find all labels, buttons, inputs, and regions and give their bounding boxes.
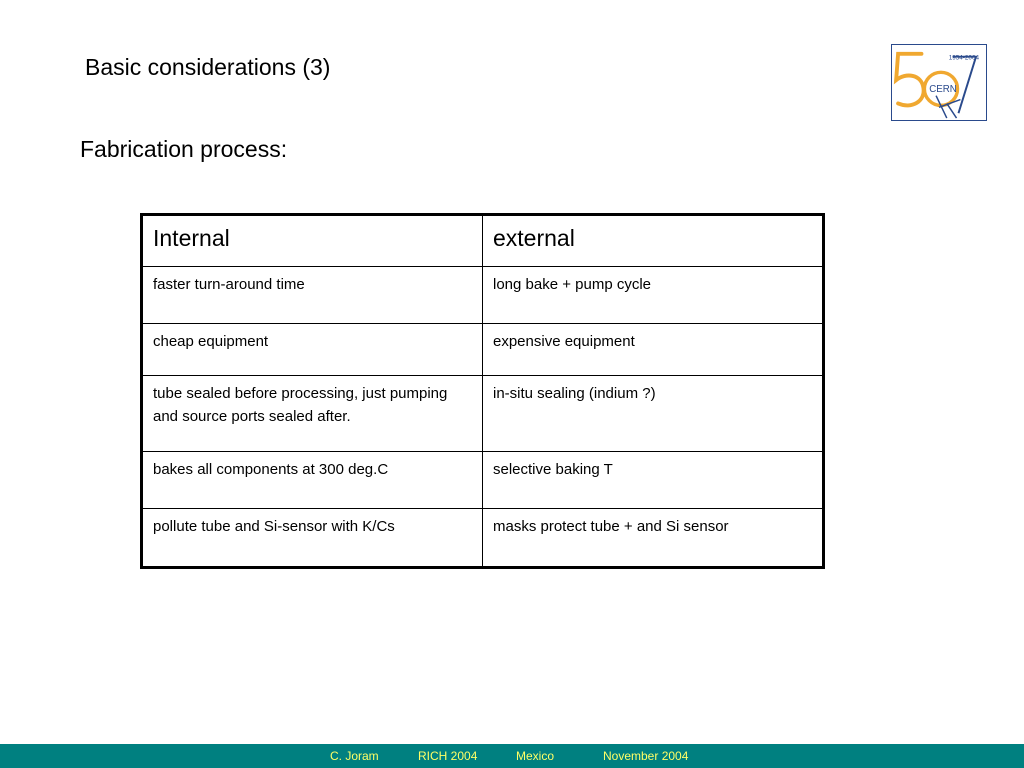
table-row [142,509,824,568]
table-cell-internal: pollute tube and Si-sensor with K/Cs [142,509,483,568]
table-cell-external: expensive equipment [483,324,824,376]
logo-text: CERN [929,83,957,95]
table-cell-external: in-situ sealing (indium ?) [483,376,824,452]
table-row [142,324,824,376]
table-cell-internal: bakes all components at 300 deg.C [142,452,483,509]
table-row [142,267,824,324]
table-cell-external: selective baking T [483,452,824,509]
cern-logo-icon [892,45,986,120]
comparison-table [140,213,825,569]
table-row [142,452,824,509]
header-internal: Internal [142,215,483,267]
table-cell-external: masks protect tube + and Si sensor [483,509,824,568]
logo-years: 1954-2004 [948,54,980,62]
table-header-row [142,215,824,267]
table-cell-external: long bake + pump cycle [483,267,824,324]
slide-title: Basic considerations (3) [85,54,331,80]
footer-location: Mexico [516,749,555,763]
table-cell-internal: faster turn-around time [142,267,483,324]
footer-author: C. Joram [330,749,379,763]
footer-conference: RICH 2004 [418,749,478,763]
slide-subtitle: Fabrication process: [80,136,288,162]
table-cell-internal: tube sealed before processing, just pumping and source ports sealed after. [142,376,483,452]
cern-50-years-logo [891,44,987,121]
header-external: external [483,215,824,267]
footer-bar [0,744,1024,768]
table-cell-internal: cheap equipment [142,324,483,376]
table-row [142,376,824,452]
footer-date: November 2004 [603,749,689,763]
